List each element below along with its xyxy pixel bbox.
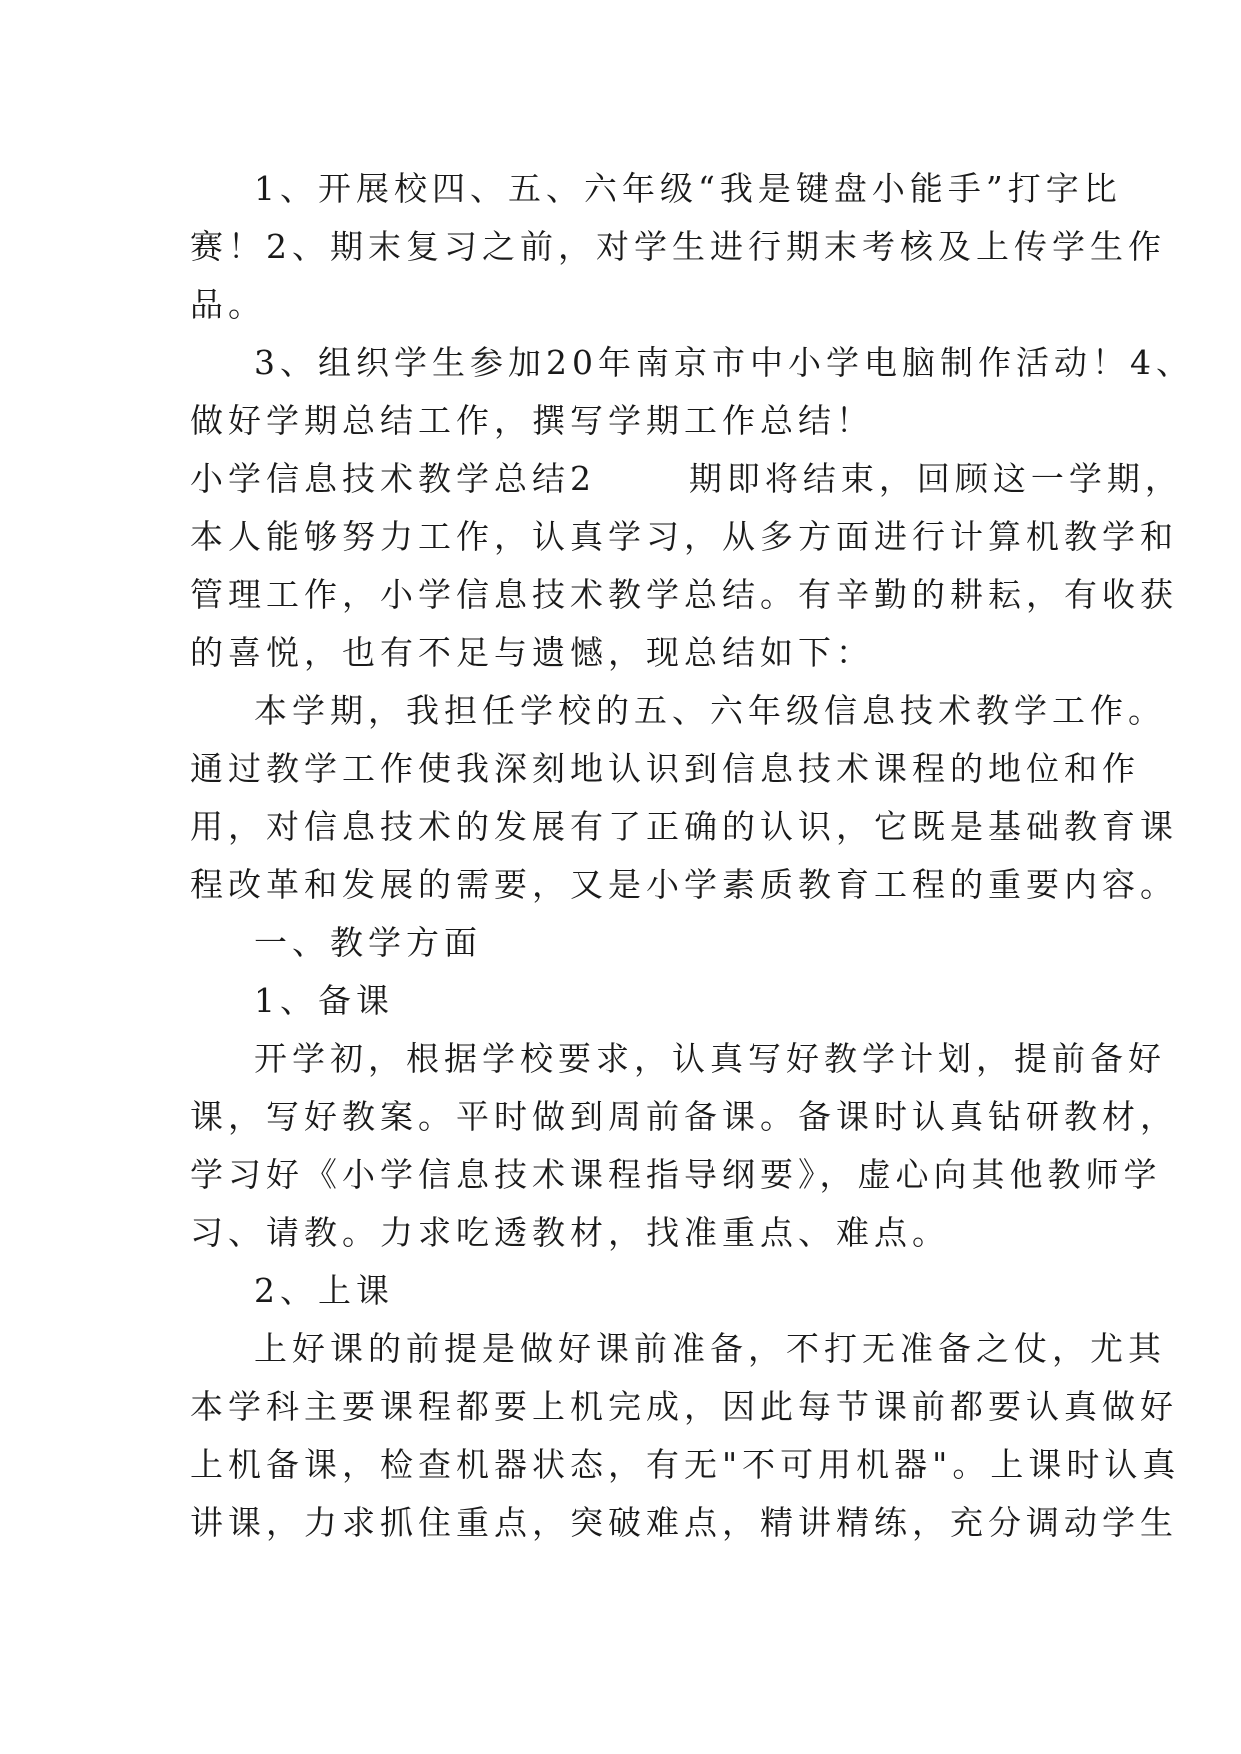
text-line: 程改革和发展的需要，又是小学素质教育工程的重要内容。 <box>190 865 1178 904</box>
text-line: 1、备课 <box>254 981 394 1020</box>
text-line: 管理工作，小学信息技术教学总结。有辛勤的耕耘，有收获 <box>190 575 1178 614</box>
text-line: 习、请教。力求吃透教材，找准重点、难点。 <box>190 1213 950 1252</box>
text-line: 本学期，我担任学校的五、六年级信息技术教学工作。 <box>254 691 1166 730</box>
text-line: 的喜悦，也有不足与遗憾，现总结如下： <box>190 633 874 672</box>
text-line: 用，对信息技术的发展有了正确的认识，它既是基础教育课 <box>190 807 1178 846</box>
text-line: 讲课，力求抓住重点，突破难点，精讲精练，充分调动学生 <box>190 1503 1178 1542</box>
text-line: 做好学期总结工作，撰写学期工作总结！ <box>190 401 874 440</box>
text-line: 上机备课，检查机器状态，有无"不可用机器"。上课时认真 <box>190 1445 1181 1484</box>
text-line: 品。 <box>190 285 266 324</box>
text-line: 本学科主要课程都要上机完成，因此每节课前都要认真做好 <box>190 1387 1178 1426</box>
text-line: 2、上课 <box>254 1271 394 1310</box>
text-line: 学习好《小学信息技术课程指导纲要》，虚心向其他教师学 <box>190 1155 1162 1194</box>
text-line: 1、开展校四、五、六年级“我是键盘小能手”打字比 <box>254 169 1122 208</box>
text-line: 上好课的前提是做好课前准备，不打无准备之仗，尤其 <box>254 1329 1166 1368</box>
text-line: 开学初，根据学校要求，认真写好教学计划，提前备好 <box>254 1039 1166 1078</box>
text-line: 本人能够努力工作，认真学习，从多方面进行计算机教学和 <box>190 517 1178 556</box>
text-line: 一、教学方面 <box>254 923 482 962</box>
text-line: 赛！2、期末复习之前，对学生进行期末考核及上传学生作 <box>190 227 1166 266</box>
text-line: 小学信息技术教学总结2 期即将结束，回顾这一学期， <box>190 459 1183 498</box>
text-line: 课，写好教案。平时做到周前备课。备课时认真钻研教材， <box>190 1097 1178 1136</box>
text-line: 通过教学工作使我深刻地认识到信息技术课程的地位和作 <box>190 749 1140 788</box>
text-line: 3、组织学生参加20年南京市中小学电脑制作活动！4、 <box>254 343 1194 382</box>
document-body <box>190 160 1194 1552</box>
